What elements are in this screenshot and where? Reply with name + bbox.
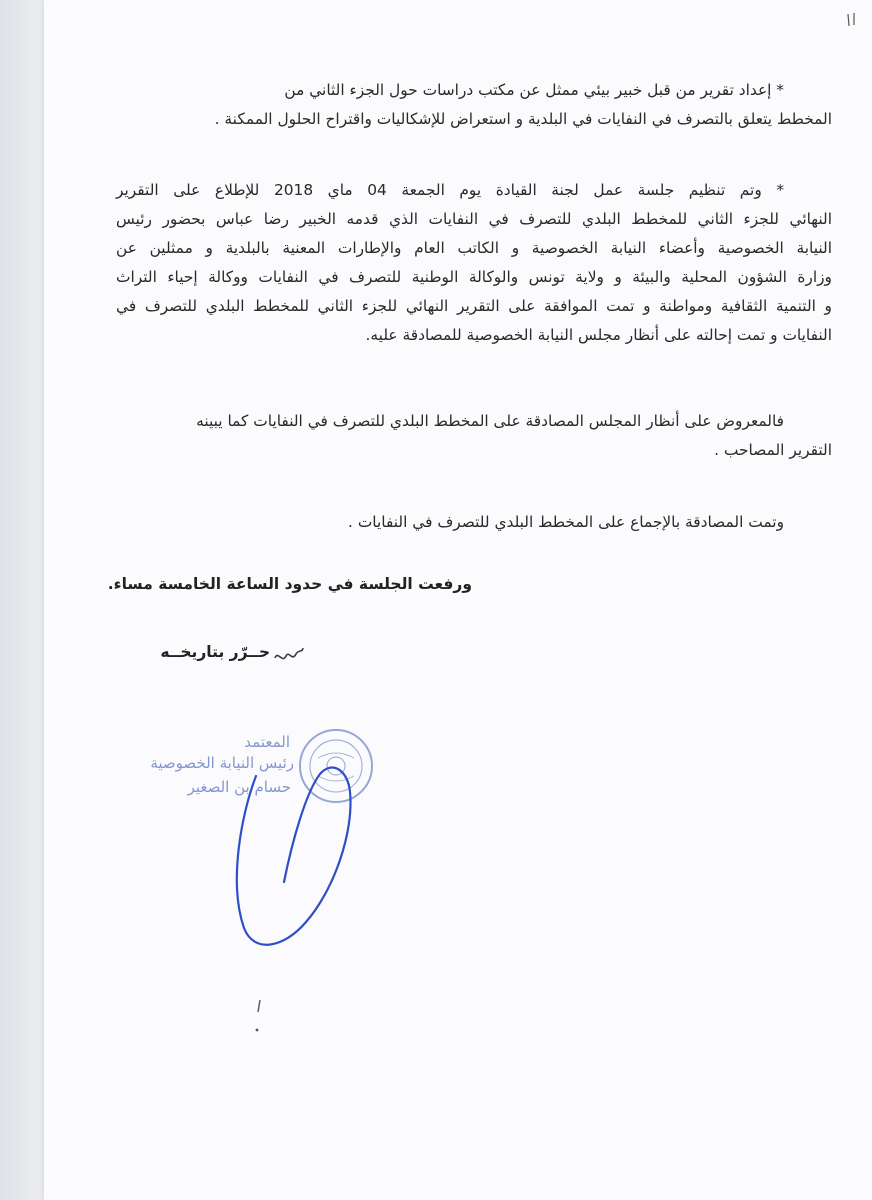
paragraph-2-line-6: النفايات و تمت إحالته على أنظار مجلس النيابة الخصوصية للمصادقة عليه. (365, 326, 832, 344)
paragraph-1-line-1: * إعداد تقرير من قبل خبير بيئي ممثل عن مكتب دراسات حول الجزء الثاني من (284, 81, 784, 99)
paragraph-3-line-1: فالمعروض على أنظار المجلس المصادقة على المخطط البلدي للتصرف في النفايات كما يبينه (196, 412, 784, 430)
paragraph-2-line-2: النهائي للجزء الثاني للمخطط البلدي للتصرف في النفايات الذي قدمه الخبير رضا عباس بحضور رئيس (116, 210, 832, 228)
paragraph-4-line-1: وتمت المصادقة بالإجماع على المخطط البلدي للتصرف في النفايات . (348, 513, 784, 531)
signature-label: حــرّر بتاريخــه (160, 643, 270, 661)
paragraph-2-line-4: وزارة الشؤون المحلية والبيئة و ولاية تونس والوكالة الوطنية للتصرف في النفايات ووكالة إحياء التراث (116, 268, 832, 286)
stamp-role: رئيس النيابة الخصوصية (150, 754, 294, 772)
paragraph-2-line-3: النيابة الخصوصية وأعضاء النيابة الخصوصية و الكاتب العام والإطارات المعنية بالبلدية و ممثلين عن (116, 239, 832, 257)
paragraph-4 (116, 508, 832, 537)
paragraph-3-line-2: التقرير المصاحب . (714, 441, 832, 459)
paragraph-1 (116, 76, 832, 134)
handwritten-signature-icon (222, 752, 372, 952)
margin-mark-icon (842, 10, 862, 32)
stamp-name: حسام بن الصغير (187, 778, 291, 796)
paragraph-2-line-5: و التنمية الثقافية ومواطنة و تمت الموافقة على التقرير النهائي للجزء الثاني للمخطط البلدي للتصرف في (116, 297, 832, 315)
initial-mark-icon (272, 644, 306, 668)
stamp-title: المعتمد (244, 733, 290, 751)
paragraph-3 (116, 407, 832, 465)
paragraph-2 (116, 176, 832, 350)
paragraph-2-line-1: * وتم تنظيم جلسة عمل لجنة القيادة يوم الجمعة 04 ماي 2018 للإطلاع على التقرير (116, 181, 785, 199)
ink-speck-icon (252, 998, 268, 1038)
paragraph-1-line-2: المخطط يتعلق بالتصرف في النفايات في البلدية و استعراض للإشكاليات واقتراح الحلول الممكنة . (214, 110, 832, 128)
closing-statement: ورفعت الجلسة في حدود الساعة الخامسة مساء. (107, 575, 472, 593)
paper-edge (0, 0, 44, 1200)
